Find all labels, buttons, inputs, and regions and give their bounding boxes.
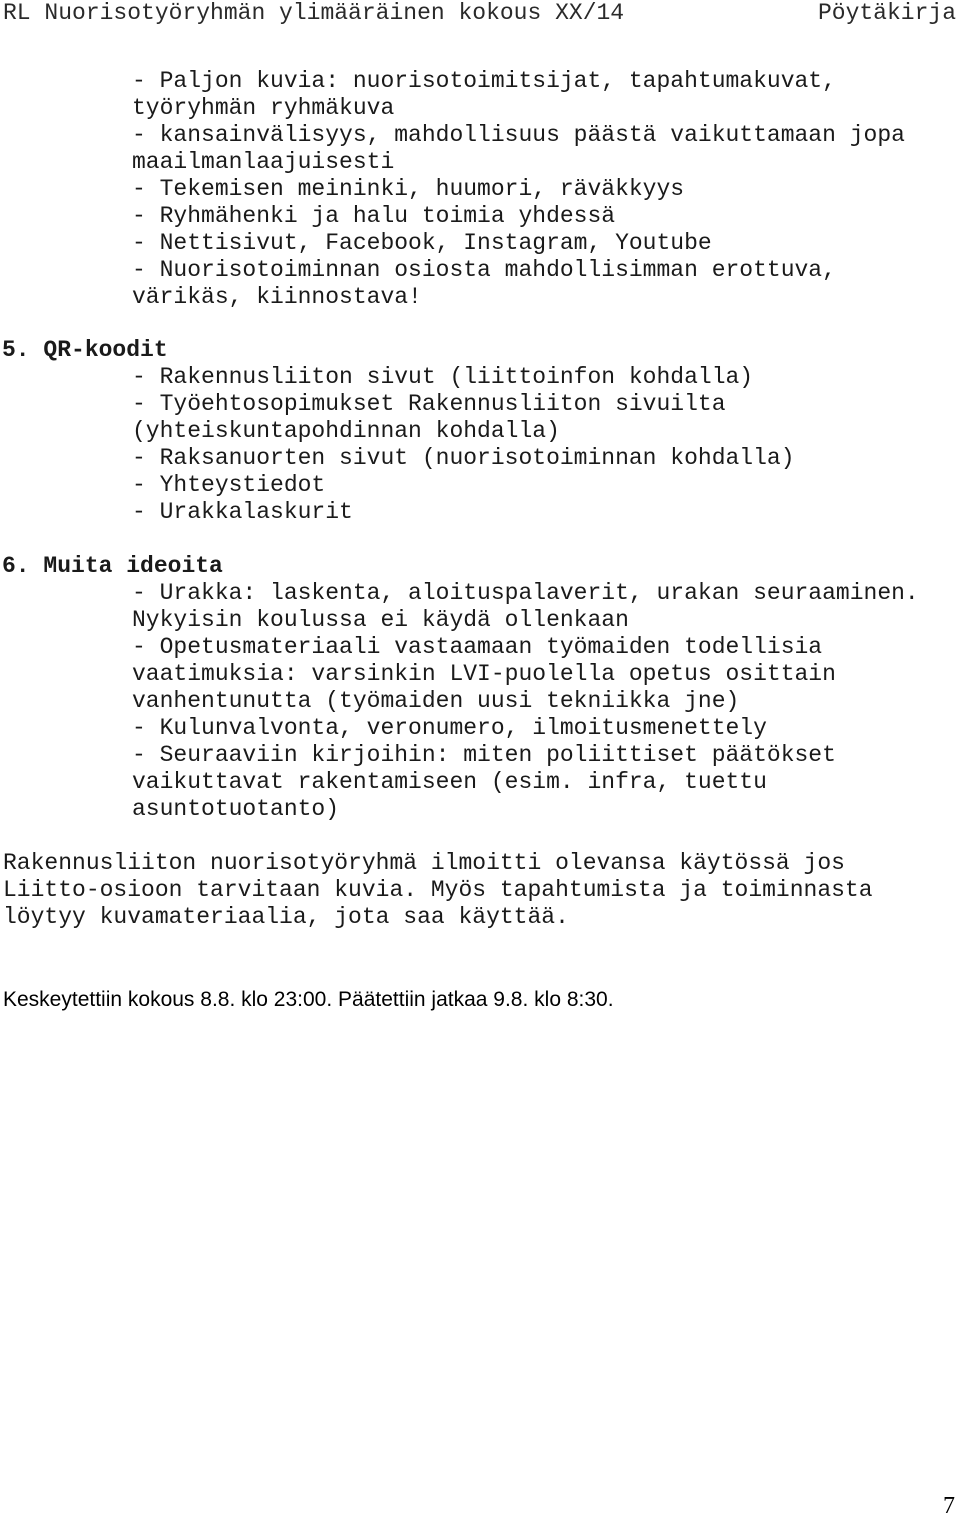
list-item: maailmanlaajuisesti	[132, 149, 395, 175]
paragraph-line: Liitto-osioon tarvitaan kuvia. Myös tapahtumista ja toiminnasta	[3, 877, 873, 903]
section-heading	[2, 553, 223, 580]
list-item: vaikuttavat rakentamiseen (esim. infra, tuettu	[132, 769, 767, 795]
list-item: - Rakennusliiton sivut (liittoinfon kohdalla)	[132, 364, 754, 390]
section-number: 5.	[2, 337, 30, 363]
list-item: - Tekemisen meininki, huumori, räväkkyys	[132, 176, 685, 202]
page-header	[0, 0, 960, 28]
document-title: RL Nuorisotyöryhmän ylimääräinen kokous XX/14	[3, 0, 625, 26]
list-item: - Urakka: laskenta, aloituspalaverit, urakan seuraaminen.	[132, 580, 919, 606]
list-item: - Kulunvalvonta, veronumero, ilmoitusmenettely	[132, 715, 767, 741]
paragraph-line: Rakennusliiton nuorisotyöryhmä ilmoitti olevansa käytössä jos	[3, 850, 845, 876]
list-item: - Työehtosopimukset Rakennusliiton sivuilta	[132, 391, 726, 417]
paragraph-line: löytyy kuvamateriaalia, jota saa käyttää.	[3, 904, 569, 930]
section-number: 6.	[2, 553, 30, 579]
list-item: värikäs, kiinnostava!	[132, 284, 422, 310]
list-item: - Ryhmähenki ja halu toimia yhdessä	[132, 203, 616, 229]
list-item: asuntotuotanto)	[132, 796, 340, 822]
list-item: - kansainvälisyys, mahdollisuus päästä vaikuttamaan jopa	[132, 122, 905, 148]
section-heading	[2, 337, 168, 364]
list-item: (yhteiskuntapohdinnan kohdalla)	[132, 418, 560, 444]
list-item: vaatimuksia: varsinkin LVI-puolella opetus osittain	[132, 661, 836, 687]
list-item: - Nuorisotoiminnan osiosta mahdollisimman erottuva,	[132, 257, 836, 283]
list-item: - Urakkalaskurit	[132, 499, 353, 525]
list-item: - Seuraaviin kirjoihin: miten poliittiset päätökset	[132, 742, 836, 768]
list-item: työryhmän ryhmäkuva	[132, 95, 395, 121]
section-title: Muita ideoita	[43, 553, 223, 579]
list-item: - Nettisivut, Facebook, Instagram, Youtube	[132, 230, 712, 256]
page-number: 7	[943, 1493, 955, 1519]
list-item: Nykyisin koulussa ei käydä ollenkaan	[132, 607, 629, 633]
list-item: - Opetusmateriaali vastaamaan työmaiden todellisia	[132, 634, 823, 660]
closing-statement: Keskeytettiin kokous 8.8. klo 23:00. Päätettiin jatkaa 9.8. klo 8:30.	[3, 988, 614, 1011]
list-item: - Yhteystiedot	[132, 472, 326, 498]
list-item: - Paljon kuvia: nuorisotoimitsijat, tapahtumakuvat,	[132, 68, 836, 94]
list-item: vanhentunutta (työmaiden uusi tekniikka jne)	[132, 688, 740, 714]
list-item: - Raksanuorten sivut (nuorisotoiminnan kohdalla)	[132, 445, 795, 471]
section-title: QR-koodit	[43, 337, 168, 363]
document-type: Pöytäkirja	[817, 0, 956, 26]
